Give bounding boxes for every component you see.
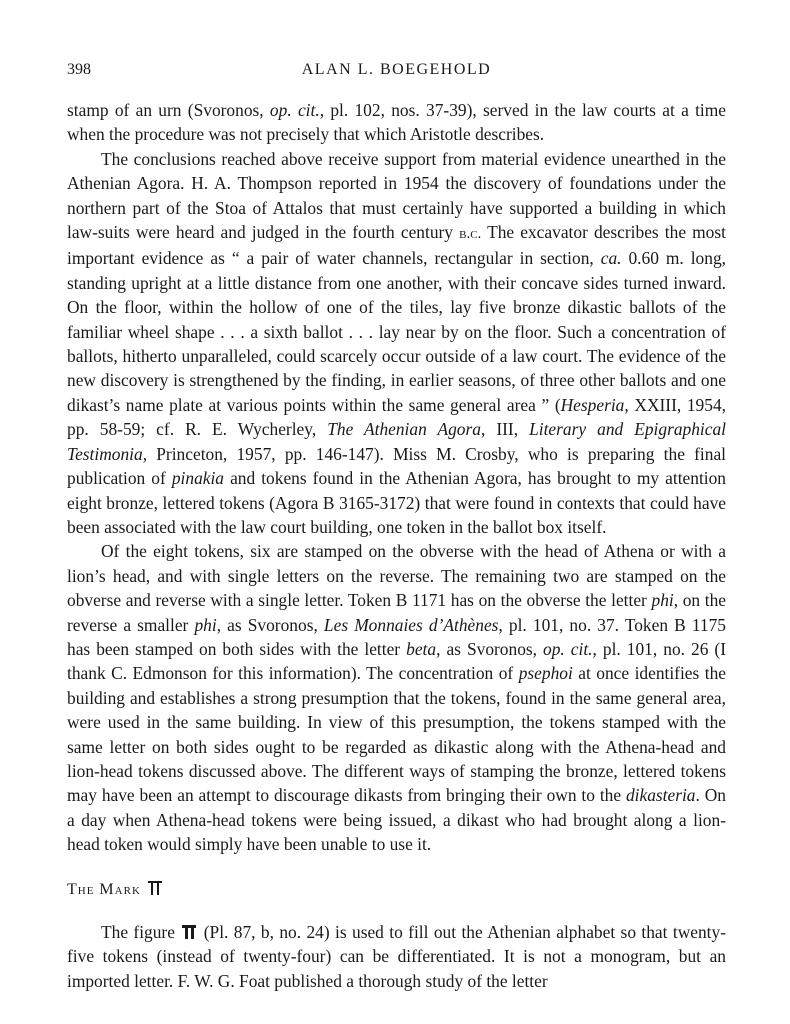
running-head-author: ALAN L. BOEGEHOLD [301,61,492,78]
paragraph-3: Of the eight tokens, six are stamped on the obverse with the head of Athena or with a lion’s head, and with single letters on the reverse. The remaining two are stamped on the obverse and reverse with a single letter. Token B 1171 has on the obverse the letter phi, on the reverse a smaller phi, as Svoronos, Les Monnaies d’Athènes, pl. 101, no. 37. Token B 1175 has been stamped on both sides with the letter beta, as Svoronos, op. cit., pl. 101, no. 26 (I thank C. Edmonson for this information). The concentration of psephoi at once identifies the building and establishes a strong presumption that the tokens, found in the same general area, were used in the same building. In view of this presumption, the tokens stamped with the same letter on both sides ought to be regarded as dikastic along with the Athena-head and lion-head tokens discussed above. The different ways of stamping the bronze, lettered tokens may have been an attempt to discourage dikasts from bringing their own to the dikasteria. On a day when Athena-head tokens were being issued, a dikast who had brought along a lion-head token would simply have been unable to use it. [67,541,727,855]
paragraph-2: The conclusions reached above receive support from material evidence unearthed in the Athenian Agora. H. A. Thompson reported in 1954 the discovery of foundations under the northern part of the Stoa of Attalos that must certainly have supported a building in which law-suits were heard and judged in the fourth century b.c. The excavator describes the most important evidence as “ a pair of water channels, rectangular in section, ca. 0.60 m. long, standing upright at a little distance from one another, with their concave sides turned inward. On the floor, within the hollow of one of the tiles, lay five bronze dikastic ballots of the familiar wheel shape . . . a sixth ballot . . . lay near by on the floor. Such a concentration of ballots, hitherto unparalleled, could scarcely occur outside of a law court. The evidence of the new discovery is strengthened by the finding, in earlier seasons, of three other ballots and one dikast’s name plate at various points within the same general area ” (Hesperia, XXIII, 1954, pp. 58-59; cf. R. E. Wycherley, The Athenian Agora, III, Literary and Epigraphical Testimonia, Princeton, 1957, pp. 146-147). Miss M. Crosby, who is preparing the final publication of pinakia and tokens found in the Athenian Agora, has brought to my attention eight bronze, lettered tokens (Agora B 3165-3172) that were found in contexts that could have been associated with the law court building, one token in the ballot box itself. [67,148,727,537]
page [67,58,726,993]
paragraph-1: stamp of an urn (Svoronos, op. cit., pl. 102, nos. 37-39), served in the law courts at a time when the procedure was not precisely that which Aristotle describes. [67,100,726,145]
page-number: 398 [67,61,91,78]
heta-letter-icon [148,881,162,895]
running-header [67,58,726,88]
heta-letter-icon [182,925,196,939]
paragraph-4: The figure (Pl. 87, b, no. 24) is used to fill out the Athenian alphabet so that twenty-five tokens (instead of twenty-four) can be differentiated. It is not a monogram, but an imported letter. F. W. G. Foat published a thorough study of the letter [67,922,726,991]
section-heading: The Mark [67,878,726,902]
